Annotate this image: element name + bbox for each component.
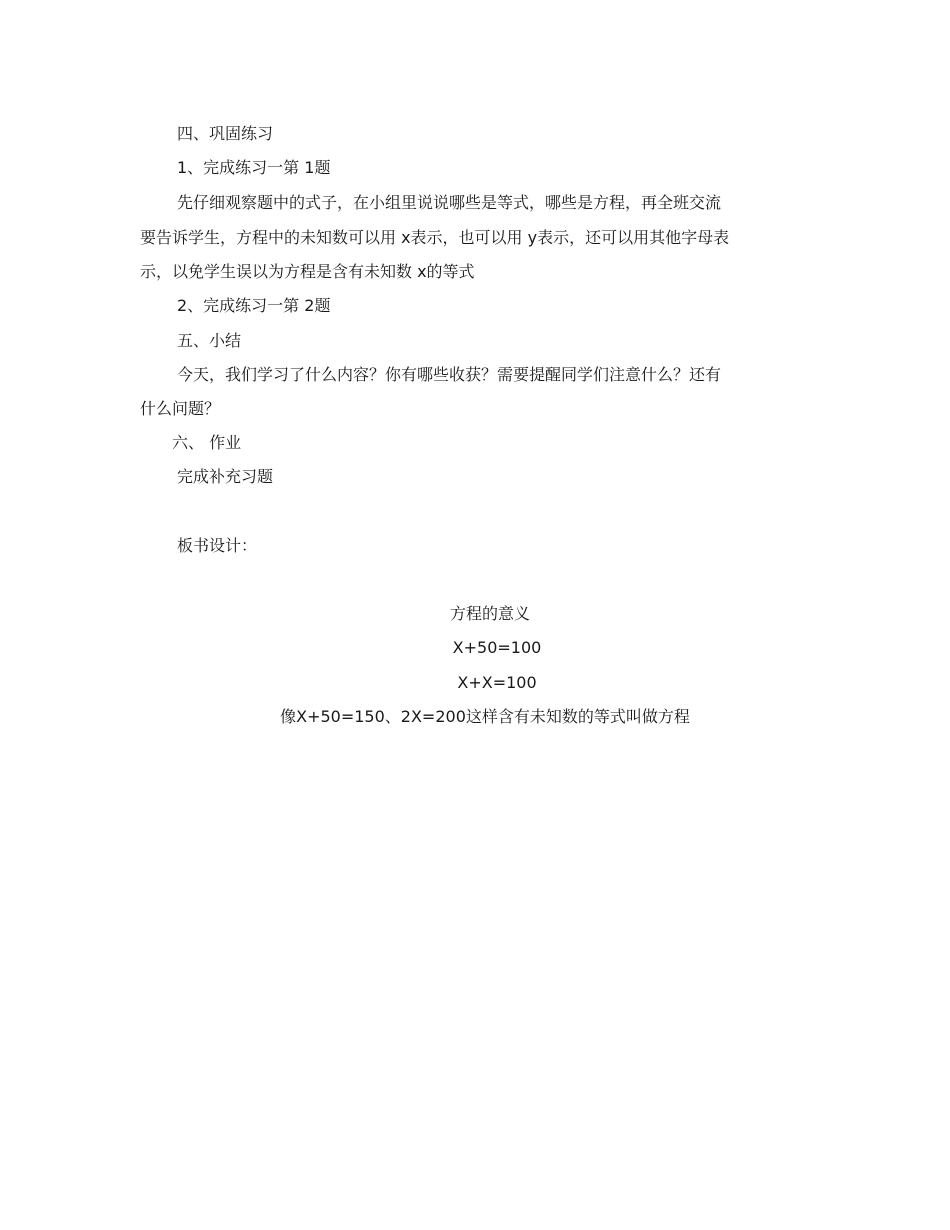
paragraph-line: 要告诉学生，方程中的未知数可以用 x表示，也可以用 y表示，还可以用其他字母表 — [140, 228, 730, 247]
board-equation: X+50=100 — [452, 638, 542, 657]
exercise-item-1: 1、完成练习一第 1题 — [177, 158, 331, 177]
section-heading-summary: 五、小结 — [177, 331, 242, 350]
paragraph-line: 先仔细观察题中的式子，在小组里说说哪些是等式，哪些是方程，再全班交流 — [177, 193, 722, 212]
summary-line: 今天，我们学习了什么内容？你有哪些收获？需要提醒同学们注意什么？还有 — [177, 365, 722, 384]
board-title: 方程的意义 — [449, 604, 530, 623]
board-design-label: 板书设计： — [177, 536, 258, 555]
board-equation: X+X=100 — [457, 673, 537, 692]
summary-line: 什么问题？ — [140, 399, 221, 418]
board-definition: 像X+50=150、2X=200这样含有未知数的等式叫做方程 — [280, 707, 690, 726]
exercise-item-2: 2、完成练习一第 2题 — [177, 296, 331, 315]
paragraph-line: 示，以免学生误以为方程是含有未知数 x的等式 — [140, 262, 475, 281]
section-heading-consolidation: 四、巩固练习 — [177, 124, 274, 143]
homework-text: 完成补充习题 — [177, 467, 274, 486]
section-heading-homework: 六、 作业 — [172, 433, 242, 452]
